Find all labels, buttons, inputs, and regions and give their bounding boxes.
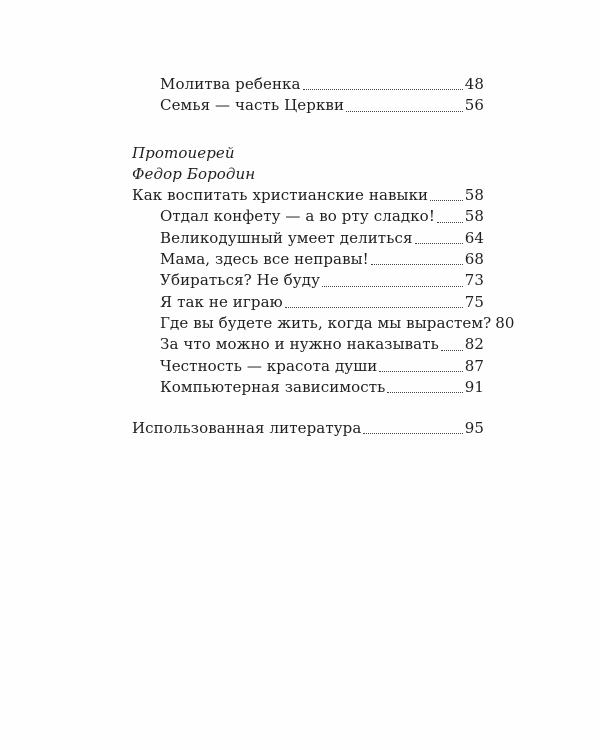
dot-leader [387, 392, 462, 393]
spacer [132, 117, 484, 143]
toc-entry-page: 68 [464, 250, 484, 269]
dot-leader [303, 89, 463, 90]
toc-entry [132, 292, 484, 313]
toc-entry [132, 356, 484, 377]
dot-leader [363, 433, 462, 434]
spacer [132, 398, 484, 418]
dot-leader [285, 307, 463, 308]
toc-literature [132, 418, 484, 439]
dot-leader [441, 350, 463, 351]
toc-entry [132, 228, 484, 249]
toc-entry-page: 64 [464, 228, 484, 247]
toc-chapter-page: 58 [464, 186, 484, 205]
dot-leader [379, 371, 462, 372]
author-title: Протоиерей [132, 143, 235, 162]
toc-entry [132, 270, 484, 291]
dot-leader [322, 286, 463, 287]
toc-entry-page: 75 [464, 292, 484, 311]
toc-entry-title: Честность — красота души [160, 356, 378, 375]
toc-entry-page: 82 [464, 335, 484, 354]
toc-entry-title: За что можно и нужно наказывать [160, 335, 439, 354]
dot-leader [437, 222, 463, 223]
toc-entry-title: Где вы будете жить, когда мы вырастем? [160, 313, 492, 332]
toc-chapter-title: Как воспитать христианские навыки [132, 186, 429, 205]
toc-entry [132, 74, 484, 95]
toc-entry [132, 206, 484, 227]
toc-entry-page: 91 [464, 377, 484, 396]
dot-leader [415, 243, 463, 244]
table-of-contents [132, 74, 515, 439]
toc-entry [132, 313, 515, 334]
toc-entry-title: Молитва ребенка [160, 75, 301, 93]
dot-leader [371, 264, 463, 265]
toc-entry-page: 73 [464, 271, 484, 290]
toc-entry-title: Семья — часть Церкви [160, 96, 345, 115]
toc-entry-page: 48 [464, 75, 484, 93]
dot-leader [430, 200, 463, 201]
toc-entry [132, 95, 484, 116]
toc-entry [132, 249, 484, 270]
toc-entry-page: 56 [464, 96, 484, 115]
toc-entry-title: Я так не играю [160, 292, 283, 311]
toc-entry-title: Убираться? Не буду [160, 271, 320, 290]
toc-chapter [132, 185, 484, 206]
toc-entry-title: Отдал конфету — а во рту сладко! [160, 207, 435, 226]
dot-leader [346, 111, 463, 112]
toc-entry-page: 80 [495, 313, 515, 332]
toc-entry-page: 87 [464, 356, 484, 375]
toc-entry-title: Великодушный умеет делиться [160, 228, 413, 247]
toc-entry-title: Мама, здесь все неправы! [160, 250, 369, 269]
toc-literature-page: 95 [464, 419, 484, 438]
author-name: Федор Бородин [132, 164, 256, 183]
toc-entry [132, 377, 484, 398]
toc-entry-title: Компьютерная зависимость [160, 377, 386, 396]
toc-entry [132, 334, 484, 355]
toc-entry-page: 58 [464, 207, 484, 226]
toc-literature-title: Использованная литература [132, 419, 362, 438]
